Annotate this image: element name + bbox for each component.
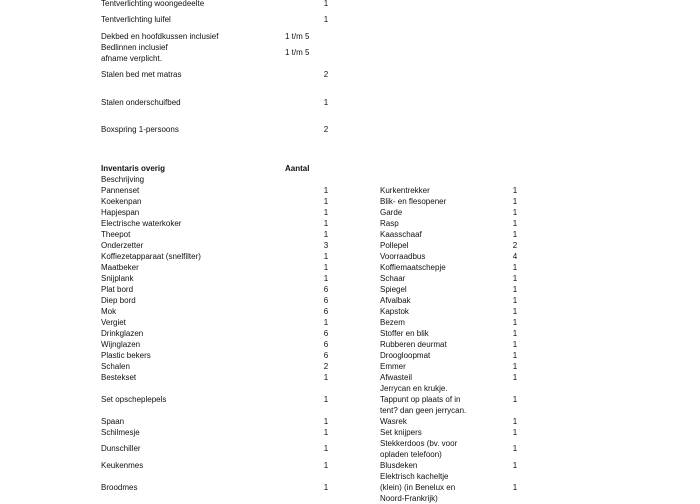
list-item-qty: 1: [323, 252, 329, 261]
list-item-qty: 1: [512, 483, 518, 492]
list-item-qty: 2: [323, 362, 329, 371]
list-item-qty: 6: [323, 340, 329, 349]
list-item: Afvalbak: [380, 296, 411, 305]
item-range: 1 t/m 5: [285, 32, 310, 41]
list-item: Vergiet: [101, 318, 126, 327]
list-item-qty: 1: [323, 263, 329, 272]
list-item: Afwasteil: [380, 373, 413, 382]
list-item-qty: 1: [512, 219, 518, 228]
list-item: Kaasschaaf: [380, 230, 422, 239]
list-item: Emmer: [380, 362, 406, 371]
list-item: Set opscheplepels: [101, 395, 167, 404]
item-label: Dekbed en hoofdkussen inclusief: [101, 32, 219, 41]
list-item-qty: 1: [512, 428, 518, 437]
list-item: Mok: [101, 307, 117, 316]
item-qty: 1: [323, 98, 329, 107]
list-item-qty: 6: [323, 296, 329, 305]
item-label: Stalen bed met matras: [101, 70, 182, 79]
list-item-qty: 1: [323, 197, 329, 206]
list-item: Plastic bekers: [101, 351, 151, 360]
list-item: Rasp: [380, 219, 399, 228]
list-item: Snijplank: [101, 274, 134, 283]
inventory-heading: Inventaris overig: [101, 164, 166, 173]
list-item: Electrische waterkoker: [101, 219, 182, 228]
list-item-qty: 1: [512, 307, 518, 316]
item-label: Tentverlichting luifel: [101, 15, 171, 24]
list-item: Schalen: [101, 362, 130, 371]
list-item-qty: 3: [323, 241, 329, 250]
list-item-qty: 4: [512, 252, 518, 261]
list-item: Keukenmes: [101, 461, 144, 470]
list-item-qty: 1: [512, 395, 518, 404]
list-item: Dunschiller: [101, 444, 141, 453]
list-item-qty: 1: [512, 296, 518, 305]
list-item: Stekkerdoos (bv. voor opladen telefoon): [380, 439, 458, 459]
list-item-qty: 1: [512, 186, 518, 195]
list-item: Pollepel: [380, 241, 409, 250]
list-item: Schaar: [380, 274, 406, 283]
list-item-qty: 1: [512, 461, 518, 470]
list-item: Bestekset: [101, 373, 137, 382]
list-item-qty: 1: [323, 483, 329, 492]
list-item: Blik- en flesopener: [380, 197, 447, 206]
list-item-qty: 6: [323, 307, 329, 316]
list-item-qty: 1: [512, 318, 518, 327]
list-item-qty: 1: [512, 197, 518, 206]
list-item: Diep bord: [101, 296, 136, 305]
list-item: Pannenset: [101, 186, 140, 195]
list-item: Broodmes: [101, 483, 138, 492]
quantity-heading: Aantal: [285, 164, 310, 173]
list-item-qty: 6: [323, 285, 329, 294]
list-item: Spaan: [101, 417, 125, 426]
list-item-qty: 1: [323, 417, 329, 426]
list-item-qty: 1: [512, 351, 518, 360]
list-item-qty: 6: [323, 329, 329, 338]
list-item-qty: 1: [323, 461, 329, 470]
list-item: Koffiezetapparaat (snelfilter): [101, 252, 201, 261]
list-item-qty: 1: [512, 329, 518, 338]
list-item: Koffiemaatschepje: [380, 263, 446, 272]
list-item-qty: 1: [512, 362, 518, 371]
item-qty: 1: [323, 15, 329, 24]
list-item: Elektrisch kacheltje (klein) (in Benelux en Noord-Frankrijk): [380, 472, 456, 503]
list-item-qty: 1: [323, 274, 329, 283]
list-item: Voorraadbus: [380, 252, 426, 261]
list-item: Garde: [380, 208, 403, 217]
item-label: Bedlinnen inclusief afname verplicht.: [101, 43, 168, 63]
list-item-qty: 1: [323, 444, 329, 453]
list-item: Droogloopmat: [380, 351, 431, 360]
list-item: Plat bord: [101, 285, 134, 294]
item-range: 1 t/m 5: [285, 48, 310, 57]
list-item-qty: 1: [512, 417, 518, 426]
item-qty: 1: [323, 0, 329, 8]
item-qty: 2: [323, 125, 329, 134]
list-item-qty: 1: [323, 230, 329, 239]
list-item: Set knijpers: [380, 428, 422, 437]
list-item-qty: 1: [323, 219, 329, 228]
list-item: Maatbeker: [101, 263, 139, 272]
list-item: Schilmesje: [101, 428, 140, 437]
list-item: Kurkentrekker: [380, 186, 430, 195]
list-item: Theepot: [101, 230, 131, 239]
list-item: Wasrek: [380, 417, 407, 426]
list-item: Koekenpan: [101, 197, 142, 206]
list-item-qty: 1: [512, 274, 518, 283]
list-item: Jerrycan en krukje. Tappunt op plaats of in tent? dan geen jerrycan.: [380, 384, 467, 415]
list-item: Wijnglazen: [101, 340, 141, 349]
list-item-qty: 1: [323, 208, 329, 217]
list-item-qty: 1: [512, 340, 518, 349]
list-item: Bezem: [380, 318, 405, 327]
description-subheading: Beschrijving: [101, 175, 145, 184]
item-label: Boxspring 1-persoons: [101, 125, 179, 134]
list-item: Blusdeken: [380, 461, 418, 470]
item-qty: 2: [323, 70, 329, 79]
item-label: Tentverlichting woongedeelte: [101, 0, 205, 8]
list-item-qty: 1: [512, 263, 518, 272]
list-item-qty: 6: [323, 351, 329, 360]
list-item-qty: 1: [323, 395, 329, 404]
list-item-qty: 2: [512, 241, 518, 250]
list-item-qty: 1: [512, 373, 518, 382]
list-item-qty: 1: [323, 186, 329, 195]
list-item: Onderzetter: [101, 241, 144, 250]
list-item-qty: 1: [512, 285, 518, 294]
list-item: Stoffer en blik: [380, 329, 429, 338]
list-item-qty: 1: [323, 373, 329, 382]
list-item-qty: 1: [512, 230, 518, 239]
list-item: Spiegel: [380, 285, 407, 294]
list-item: Kapstok: [380, 307, 409, 316]
list-item: Rubberen deurmat: [380, 340, 447, 349]
list-item-qty: 1: [323, 428, 329, 437]
list-item: Hapjespan: [101, 208, 140, 217]
list-item-qty: 1: [512, 444, 518, 453]
list-item-qty: 1: [512, 208, 518, 217]
list-item-qty: 1: [323, 318, 329, 327]
list-item: Drinkglazen: [101, 329, 144, 338]
item-label: Stalen onderschuifbed: [101, 98, 181, 107]
